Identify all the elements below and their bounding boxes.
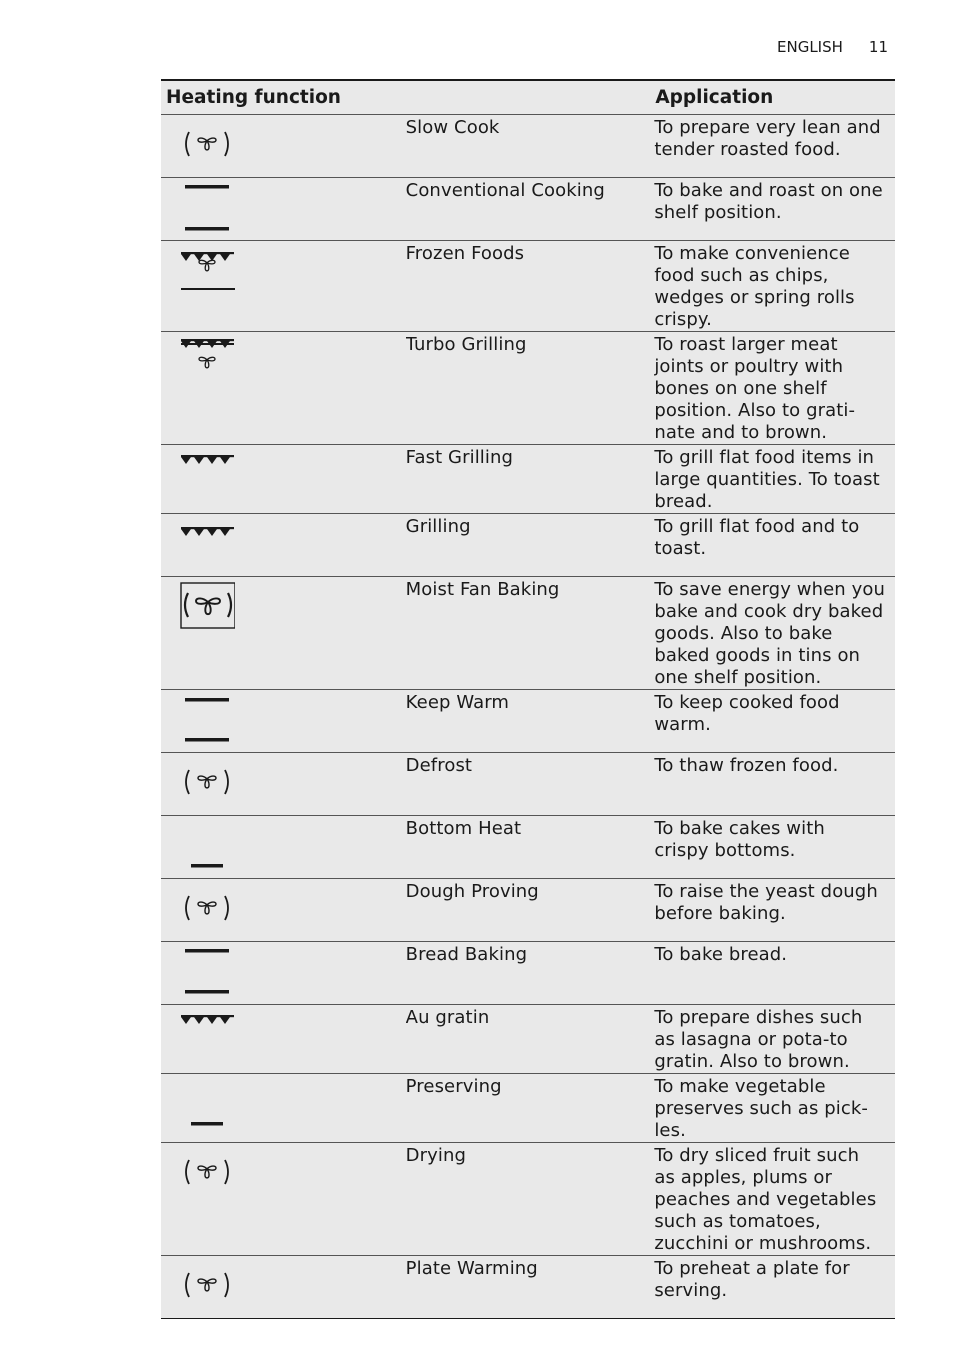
table-row (161, 577, 895, 690)
bottom-heat-icon (179, 821, 235, 873)
function-application: To save energy when you bake and cook dry baked goods. Also to bake baked goods in tins on one shelf position. (650, 577, 895, 690)
table-row (161, 1143, 895, 1256)
function-name: Frozen Foods (406, 241, 651, 332)
function-application: To keep cooked food warm. (650, 690, 895, 753)
function-application: To thaw frozen food. (650, 753, 895, 816)
function-name: Plate Warming (406, 1256, 651, 1319)
keep-warm-icon (179, 695, 235, 747)
moist-fan-icon (179, 582, 235, 634)
function-name: Slow Cook (406, 115, 651, 178)
function-name: Au gratin (406, 1005, 651, 1074)
function-application: To prepare very lean and tender roasted food. (650, 115, 895, 178)
function-name: Bottom Heat (406, 816, 651, 879)
function-name: Drying (406, 1143, 651, 1256)
top-bottom-heat-icon (179, 183, 235, 235)
table-row (161, 445, 895, 514)
table-row (161, 1074, 895, 1143)
fan-icon (179, 884, 235, 936)
table-row (161, 514, 895, 577)
function-name: Grilling (406, 514, 651, 577)
function-name: Turbo Grilling (406, 332, 651, 445)
table-row (161, 115, 895, 178)
function-application: To raise the yeast dough before baking. (650, 879, 895, 942)
page-number: 11 (868, 38, 888, 56)
table-row (161, 879, 895, 942)
function-name: Moist Fan Baking (406, 577, 651, 690)
table-row (161, 690, 895, 753)
fast-grill-icon (179, 1010, 235, 1062)
function-application: To bake bread. (650, 942, 895, 1005)
function-name: Defrost (406, 753, 651, 816)
heating-functions-table (161, 79, 895, 1319)
turbo-grill-icon (179, 337, 235, 389)
table-row (161, 1256, 895, 1319)
function-name: Preserving (406, 1074, 651, 1143)
fan-icon (179, 758, 235, 810)
fast-grill-icon (179, 450, 235, 502)
fan-icon (179, 1261, 235, 1313)
function-name: Bread Baking (406, 942, 651, 1005)
table-row (161, 753, 895, 816)
function-application: To make vegetable preserves such as pick-les. (650, 1074, 895, 1143)
table-row (161, 1005, 895, 1074)
function-application: To make convenience food such as chips, wedges or spring rolls crispy. (650, 241, 895, 332)
function-application: To bake and roast on one shelf position. (650, 178, 895, 241)
column-header-heating-function: Heating function (161, 80, 650, 115)
function-name: Dough Proving (406, 879, 651, 942)
function-application: To roast larger meat joints or poultry with bones on one shelf position. Also to grati-nate and to brown. (650, 332, 895, 445)
function-name: Keep Warm (406, 690, 651, 753)
frozen-foods-icon (179, 246, 235, 298)
bread-baking-icon (179, 947, 235, 999)
column-header-application: Application (650, 80, 895, 115)
function-application: To bake cakes with crispy bottoms. (650, 816, 895, 879)
fan-icon (179, 1148, 235, 1200)
page-header (777, 38, 888, 56)
function-application: To grill flat food items in large quantities. To toast bread. (650, 445, 895, 514)
function-application: To prepare dishes such as lasagna or pota-to gratin. Also to brown. (650, 1005, 895, 1074)
grill-icon (179, 519, 235, 571)
language-label: ENGLISH (777, 38, 843, 56)
table-row (161, 241, 895, 332)
function-application: To preheat a plate for serving. (650, 1256, 895, 1319)
function-name: Fast Grilling (406, 445, 651, 514)
fan-icon (179, 120, 235, 172)
table-header-row (161, 80, 895, 115)
table-row (161, 332, 895, 445)
function-application: To grill flat food and to toast. (650, 514, 895, 577)
table-row (161, 178, 895, 241)
table-row (161, 942, 895, 1005)
function-name: Conventional Cooking (406, 178, 651, 241)
function-application: To dry sliced fruit such as apples, plums or peaches and vegetables such as tomatoes, zucchini or mushrooms. (650, 1143, 895, 1256)
table-row (161, 816, 895, 879)
bottom-heat-icon (179, 1079, 235, 1131)
